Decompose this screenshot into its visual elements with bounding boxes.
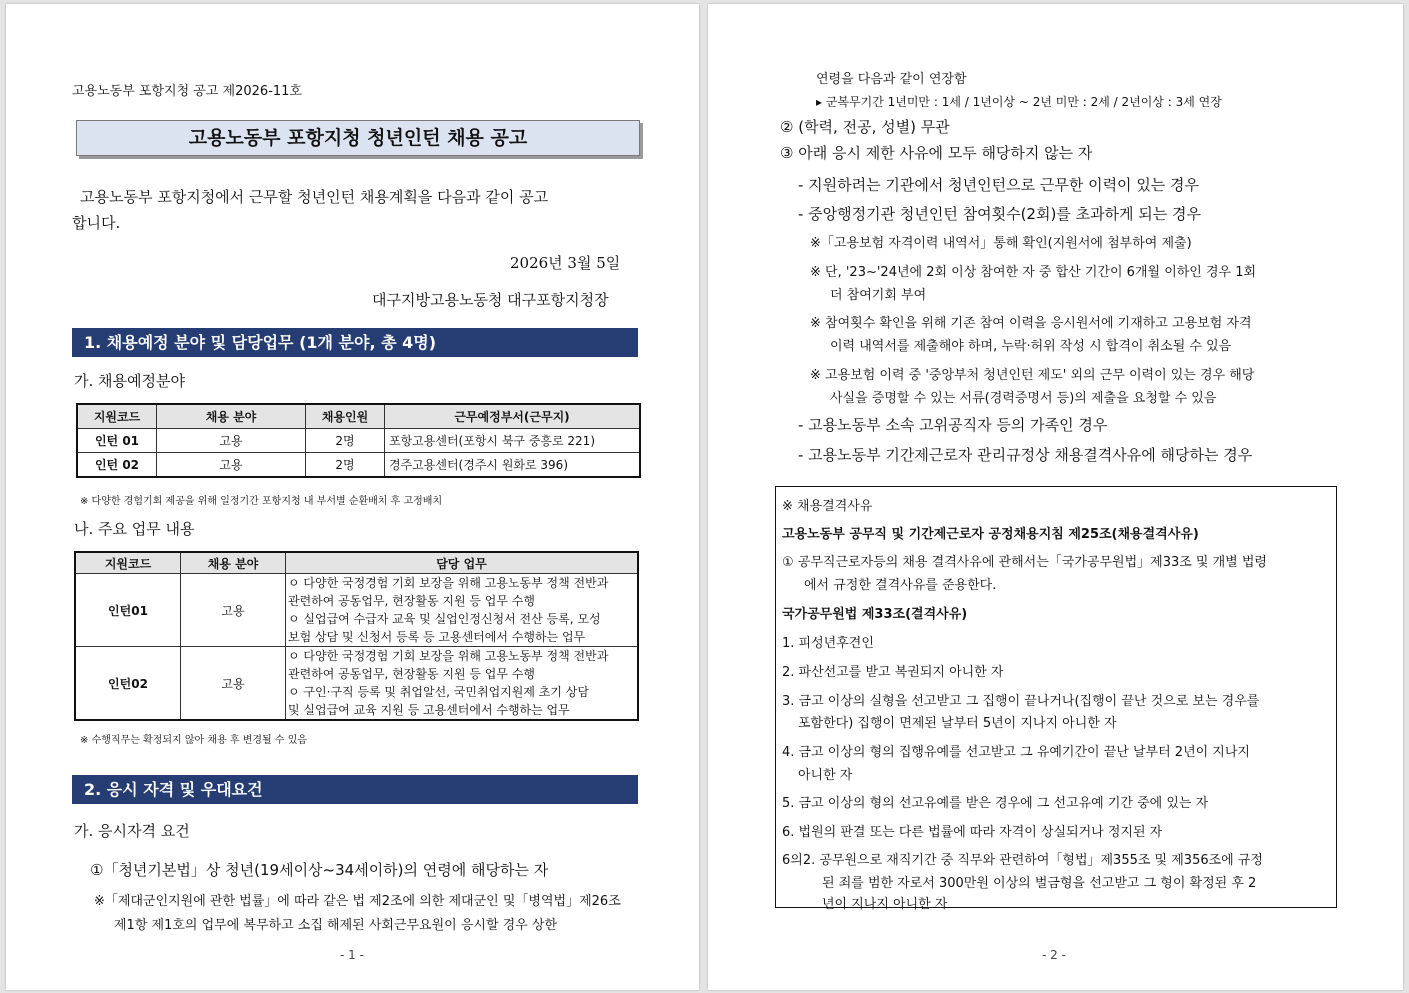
table-header-row: [77, 404, 640, 429]
duty-line: ㅇ 다양한 국정경험 기회 보장을 위해 고용노동부 정책 전반과: [288, 649, 609, 663]
intro-text: 고용노동부 포항지청에서 근무할 청년인턴 채용계획을 다음과 같이 공고: [80, 188, 549, 206]
duty-line: ㅇ 다양한 국정경험 기회 보장을 위해 고용노동부 정책 전반과: [288, 576, 609, 590]
table-cell: 고용: [157, 429, 306, 453]
restriction-note-cont: 이력 내역서를 제출해야 하며, 누락·허위 작성 시 합격이 취소될 수 있음: [830, 339, 1232, 354]
disqualification-box: [775, 486, 1337, 912]
restriction-note: ※ 단, '23~'24년에 2회 이상 참여한 자 중 합산 기간이 6개월 이하인 경우 1회: [810, 265, 1257, 280]
table-header: 채용 분야: [157, 404, 306, 429]
table-cell: 포항고용센터(포항시 북구 중흥로 221): [385, 429, 641, 453]
restriction-note: ※ 고용보험 이력 중 '중앙부처 청년인턴 제도' 외의 근무 이력이 있는 경우 해당: [810, 368, 1255, 383]
law-title: 국가공무원법 제33조(결격사유): [782, 607, 968, 622]
law-item: 6. 법원의 판결 또는 다른 법률에 따라 자격이 상실되거나 정지된 자: [782, 825, 1163, 840]
section-2-title: 2. 응시 자격 및 우대요건: [72, 775, 638, 804]
note-rotation: ※ 다양한 경험기회 제공을 위해 일정기간 포항지청 내 부서별 순환배치 후 고정배치: [80, 496, 443, 507]
subsection-ga: 가. 채용예정분야: [74, 372, 185, 390]
restriction-note: ※「고용보험 자격이력 내역서」통해 확인(지원서에 첨부하여 제출): [810, 236, 1192, 251]
table-cell: 인턴 02: [77, 453, 157, 478]
table-cell: 경주고용센터(경주시 원화로 396): [385, 453, 641, 478]
law-item: 3. 금고 이상의 실형을 선고받고 그 집행이 끝나거나(집행이 끝난 것으로 보는 경우를: [782, 694, 1260, 709]
table-row: [75, 574, 638, 647]
issuer: 대구지방고용노동청 대구포항지청장: [372, 291, 609, 309]
restriction-2: - 중앙행정기관 청년인턴 참여횟수(2회)를 초과하게 되는 경우: [798, 205, 1202, 223]
restriction-note-cont: 더 참여기회 부여: [830, 288, 927, 303]
notice-date: 2026년 3월 5일: [510, 254, 621, 272]
table-cell: 2명: [306, 453, 385, 478]
table-header: 지원코드: [77, 404, 157, 429]
rule-clause-1: ① 공무직근로자등의 채용 결격사유에 관해서는「국가공무원법」제33조 및 개별 법령: [782, 555, 1267, 570]
duty-line: 및 실업급여 교육 지원 등 고용센터에서 수행하는 업무: [288, 703, 570, 717]
law-item: 1. 피성년후견인: [782, 636, 874, 651]
table-header-row: [75, 552, 638, 574]
duty-line: ㅇ 구인·구직 등록 및 취업알선, 국민취업지원제 초기 상담: [288, 685, 589, 699]
law-item: 4. 금고 이상의 형의 집행유예를 선고받고 그 유예기간이 끝난 날부터 2년이 지나지: [782, 745, 1250, 760]
page-1: [6, 4, 699, 990]
recruitment-table: [76, 403, 641, 478]
intro-text-cont: 합니다.: [72, 214, 121, 232]
table-row: [77, 453, 640, 478]
condition-1-note-cont: 제1항 제1호의 업무에 복무하고 소집 해제된 사회근무요원이 응시할 경우 상한: [114, 918, 558, 933]
condition-1: ①「청년기본법」상 청년(19세이상~34세이하)의 연령에 해당하는 자: [90, 861, 549, 879]
law-item: 5. 금고 이상의 형의 선고유예를 받은 경우에 그 선고유예 기간 중에 있는 자: [782, 796, 1209, 811]
law-item-cont: 년이 지나지 아니한 자: [822, 897, 948, 912]
restriction-3: - 고용노동부 소속 고위공직자 등의 가족인 경우: [798, 416, 1108, 434]
table-header: 채용인원: [306, 404, 385, 429]
table-header: 채용 분야: [181, 552, 286, 574]
table-cell: 2명: [306, 429, 385, 453]
law-item-cont: 아니한 자: [798, 768, 853, 783]
table-cell: 고용: [181, 647, 286, 721]
restriction-4: - 고용노동부 기간제근로자 관리규정상 채용결격사유에 해당하는 경우: [798, 446, 1253, 464]
condition-1-note: ※「제대군인지원에 관한 법률」에 따라 같은 법 제2조에 의한 제대군인 및「병역법」제26조: [94, 894, 621, 909]
page-number: - 1 -: [340, 948, 364, 962]
section-1-title: 1. 채용예정 분야 및 담당업무 (1개 분야, 총 4명): [72, 328, 638, 357]
table-row: [77, 429, 640, 453]
note-duties: ※ 수행직무는 확정되지 않아 채용 후 변경될 수 있음: [80, 735, 308, 746]
table-cell: 고용: [181, 574, 286, 647]
table-header: 지원코드: [75, 552, 181, 574]
duty-line: 보험 상담 및 신청서 등록 등 고용센터에서 수행하는 업무: [288, 630, 586, 644]
restriction-note-cont: 사실을 증명할 수 있는 서류(경력증명서 등)의 제출을 요청할 수 있음: [830, 391, 1217, 406]
condition-3: ③ 아래 응시 제한 사유에 모두 해당하지 않는 자: [780, 144, 1093, 162]
duty-cell: [286, 574, 639, 647]
condition-2: ② (학력, 전공, 성별) 무관: [780, 118, 950, 136]
age-extension-line: 연령을 다음과 같이 연장함: [816, 72, 967, 87]
table-row: [75, 647, 638, 721]
subsection-na: 나. 주요 업무 내용: [74, 520, 195, 538]
law-item-cont: 된 죄를 범한 자로서 300만원 이상의 벌금형을 선고받고 그 형이 확정된 후 2: [822, 876, 1257, 891]
table-cell: 고용: [157, 453, 306, 478]
box-heading: ※ 채용결격사유: [782, 499, 873, 514]
notice-number: 고용노동부 포항지청 공고 제2026-11호: [72, 84, 302, 99]
subsection-ga-2: 가. 응시자격 요건: [74, 822, 190, 840]
table-header: 근무예정부서(근무지): [385, 404, 641, 429]
rule-title: 고용노동부 공무직 및 기간제근로자 공정채용지침 제25조(채용결격사유): [782, 527, 1199, 542]
table-cell: 인턴01: [75, 574, 181, 647]
page-title: 고용노동부 포항지청 청년인턴 채용 공고: [76, 120, 640, 156]
duty-line: ㅇ 실업급여 수급자 교육 및 실업인정신청서 전산 등록, 모성: [288, 612, 601, 626]
law-item: 6의2. 공무원으로 재직기간 중 직무와 관련하여「형법」제355조 및 제356조에 규정: [782, 853, 1263, 868]
restriction-1: - 지원하려는 기관에서 청년인턴으로 근무한 이력이 있는 경우: [798, 176, 1200, 194]
law-item-cont: 포함한다) 집행이 면제된 날부터 5년이 지나지 아니한 자: [798, 716, 1117, 731]
table-header: 담당 업무: [286, 552, 639, 574]
restriction-note: ※ 참여횟수 확인을 위해 기존 참여 이력을 응시원서에 기재하고 고용보험 자격: [810, 316, 1252, 331]
rule-clause-1-cont: 에서 규정한 결격사유를 준용한다.: [804, 578, 997, 593]
page-2: [708, 4, 1403, 990]
duty-line: 관련하여 공동업무, 현장활동 지원 등 업무 수행: [288, 667, 535, 681]
military-service-rule: ▸ 군복무기간 1년미만 : 1세 / 1년이상 ~ 2년 미만 : 2세 / 2년이상 : 3세 연장: [816, 95, 1222, 109]
law-item: 2. 파산선고를 받고 복권되지 아니한 자: [782, 665, 1004, 680]
table-cell: 인턴 01: [77, 429, 157, 453]
duty-cell: [286, 647, 639, 721]
page-number: - 2 -: [1042, 948, 1066, 962]
duty-line: 관련하여 공동업무, 현장활동 지원 등 업무 수행: [288, 594, 535, 608]
duties-table: [74, 551, 639, 721]
table-cell: 인턴02: [75, 647, 181, 721]
